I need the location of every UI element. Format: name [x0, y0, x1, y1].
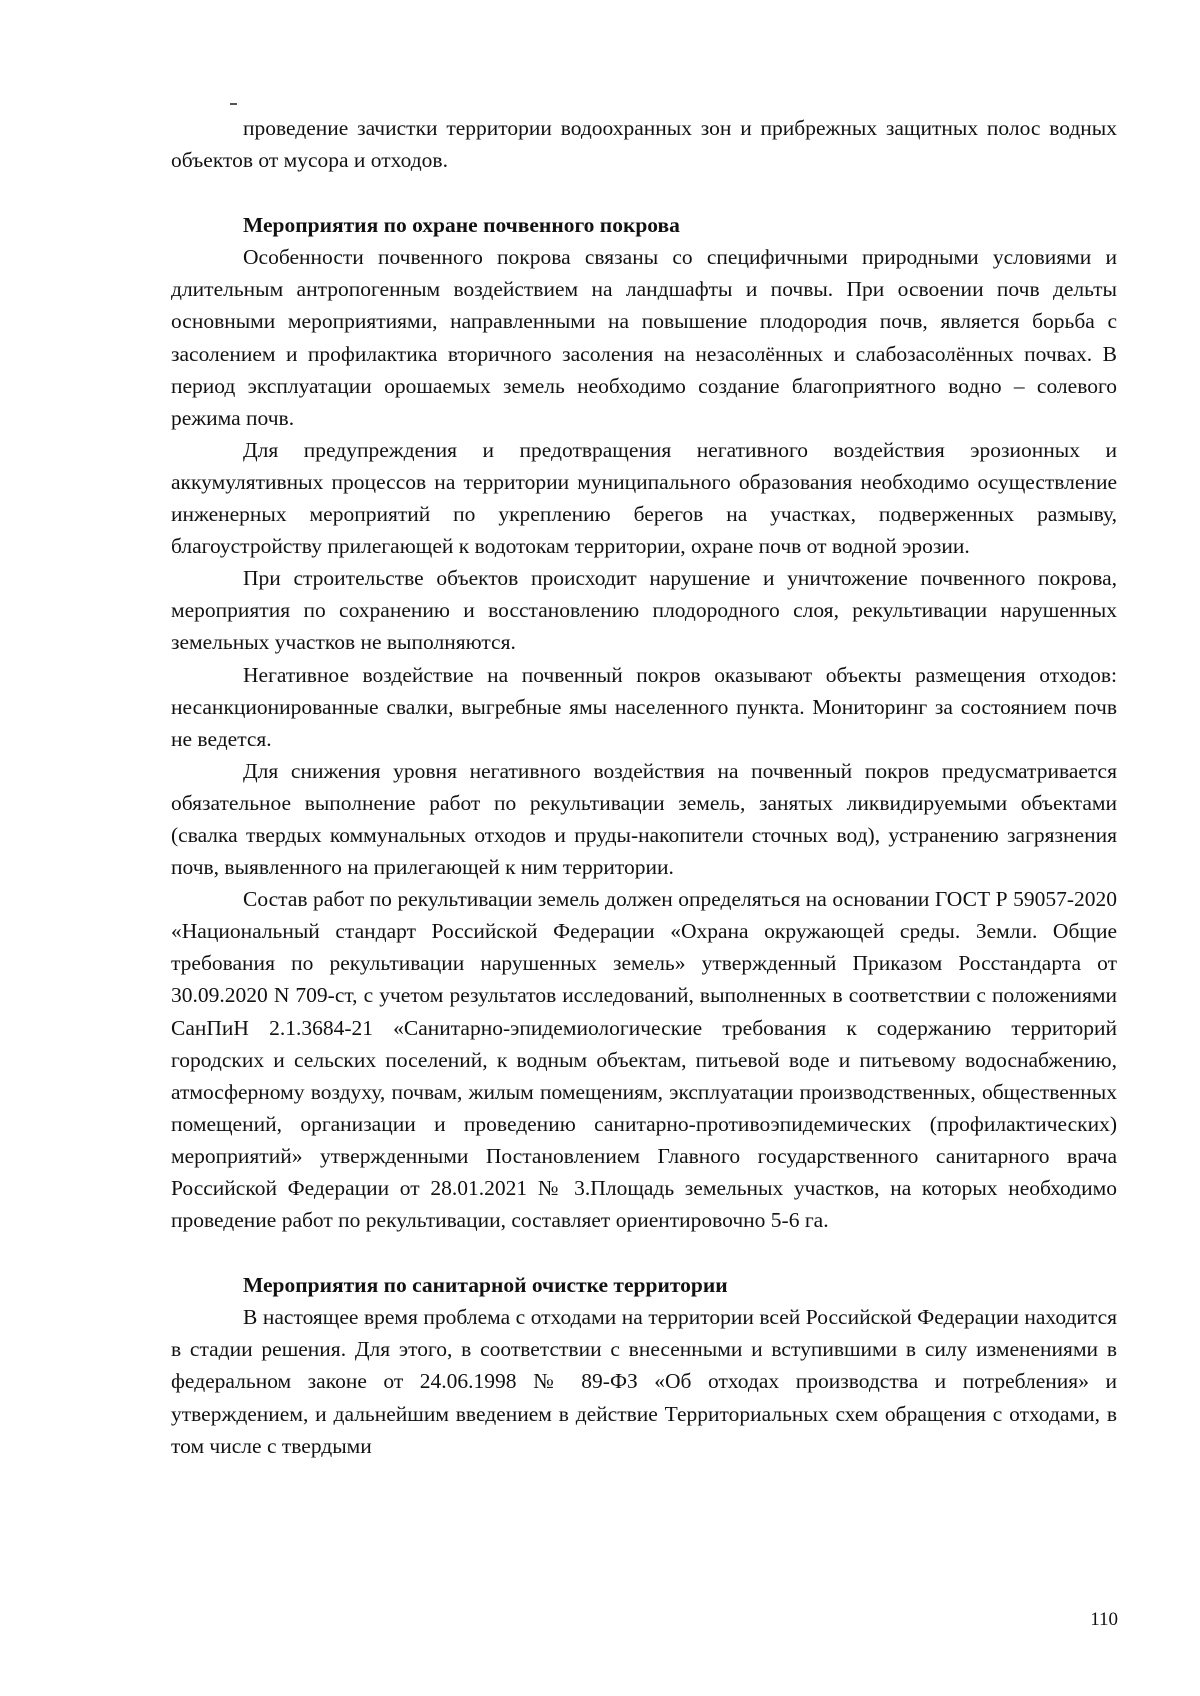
- paragraph: Состав работ по рекультивации земель должен определяться на основании ГОСТ Р 59057-2020 «Национальный стандарт Российской Федерации «Охрана окружающей среды. Земли. Общие требования по рекультивации нарушенных земель» утвержденный Приказом Росстандарта от 30.09.2020 N 709-ст, с учетом результатов исследований, выполненных в соответствии с положениями СанПиН 2.1.3684-21 «Санитарно-эпидемиологические требования к содержанию территорий городских и сельских поселений, к водным объектам, питьевой воде и питьевому водоснабжению, атмосферному воздуху, почвам, жилым помещениям, эксплуатации производственных, общественных помещений, организации и проведению санитарно-противоэпидемических (профилактических) мероприятий» утвержденными Постановлением Главного государственного санитарного врача Российской Федерации от 28.01.2021 № 3.Площадь земельных участков, на которых необходимо проведение работ по рекультивации, составляет ориентировочно 5-6 га.: [171, 887, 1117, 1233]
- intro-paragraph: проведение зачистки территории водоохранных зон и прибрежных защитных полос водных объектов от мусора и отходов.: [171, 116, 1117, 173]
- paragraph: В настоящее время проблема с отходами на территории всей Российской Федерации находится в стадии решения. Для этого, в соответствии с внесенными и вступившими в силу изменениями в федеральном законе от 24.06.1998 № 89-ФЗ «Об отходах производства и потребления» и утверждением, и дальнейшим введением в действие Территориальных схем обращения с отходами, в том числе с твердыми: [171, 1305, 1117, 1458]
- section-heading-soil-protection: Мероприятия по охране почвенного покрова: [243, 213, 680, 238]
- section-heading-sanitary-cleaning: Мероприятия по санитарной очистке территории: [243, 1273, 728, 1298]
- paragraph: Особенности почвенного покрова связаны со специфичными природными условиями и длительным антропогенным воздействием на ландшафты и почвы. При освоении почв дельты основными мероприятиями, направленными на повышение плодородия почв, является борьба с засолением и профилактика вторичного засоления на незасолённых и слабозасолённых почвах. В период эксплуатации орошаемых земель необходимо создание благоприятного водно – солевого режима почв.: [171, 245, 1117, 430]
- page-number: 110: [1090, 1609, 1118, 1630]
- paragraph: Для снижения уровня негативного воздействия на почвенный покров предусматривается обязательное выполнение работ по рекультивации земель, занятых ликвидируемыми объектами (свалка твердых коммунальных отходов и пруды-накопители сточных вод), устранению загрязнения почв, выявленного на прилегающей к ним территории.: [171, 758, 1117, 880]
- paragraph: Негативное воздействие на почвенный покров оказывают объекты размещения отходов: несанкционированные свалки, выгребные ямы населенного пункта. Мониторинг за состоянием почв не ведется.: [171, 662, 1117, 751]
- paragraph: Для предупреждения и предотвращения негативного воздействия эрозионных и аккумулятивных процессов на территории муниципального образования необходимо осуществление инженерных мероприятий по укреплению берегов на участках, подверженных размыву, благоустройству прилегающей к водотокам территории, охране почв от водной эрозии.: [171, 437, 1117, 559]
- paragraph: При строительстве объектов происходит нарушение и уничтожение почвенного покрова, мероприятия по сохранению и восстановлению плодородного слоя, рекультивации нарушенных земельных участков не выполняются.: [171, 566, 1117, 655]
- dash-mark: [230, 103, 237, 105]
- page-body: [171, 112, 1117, 1462]
